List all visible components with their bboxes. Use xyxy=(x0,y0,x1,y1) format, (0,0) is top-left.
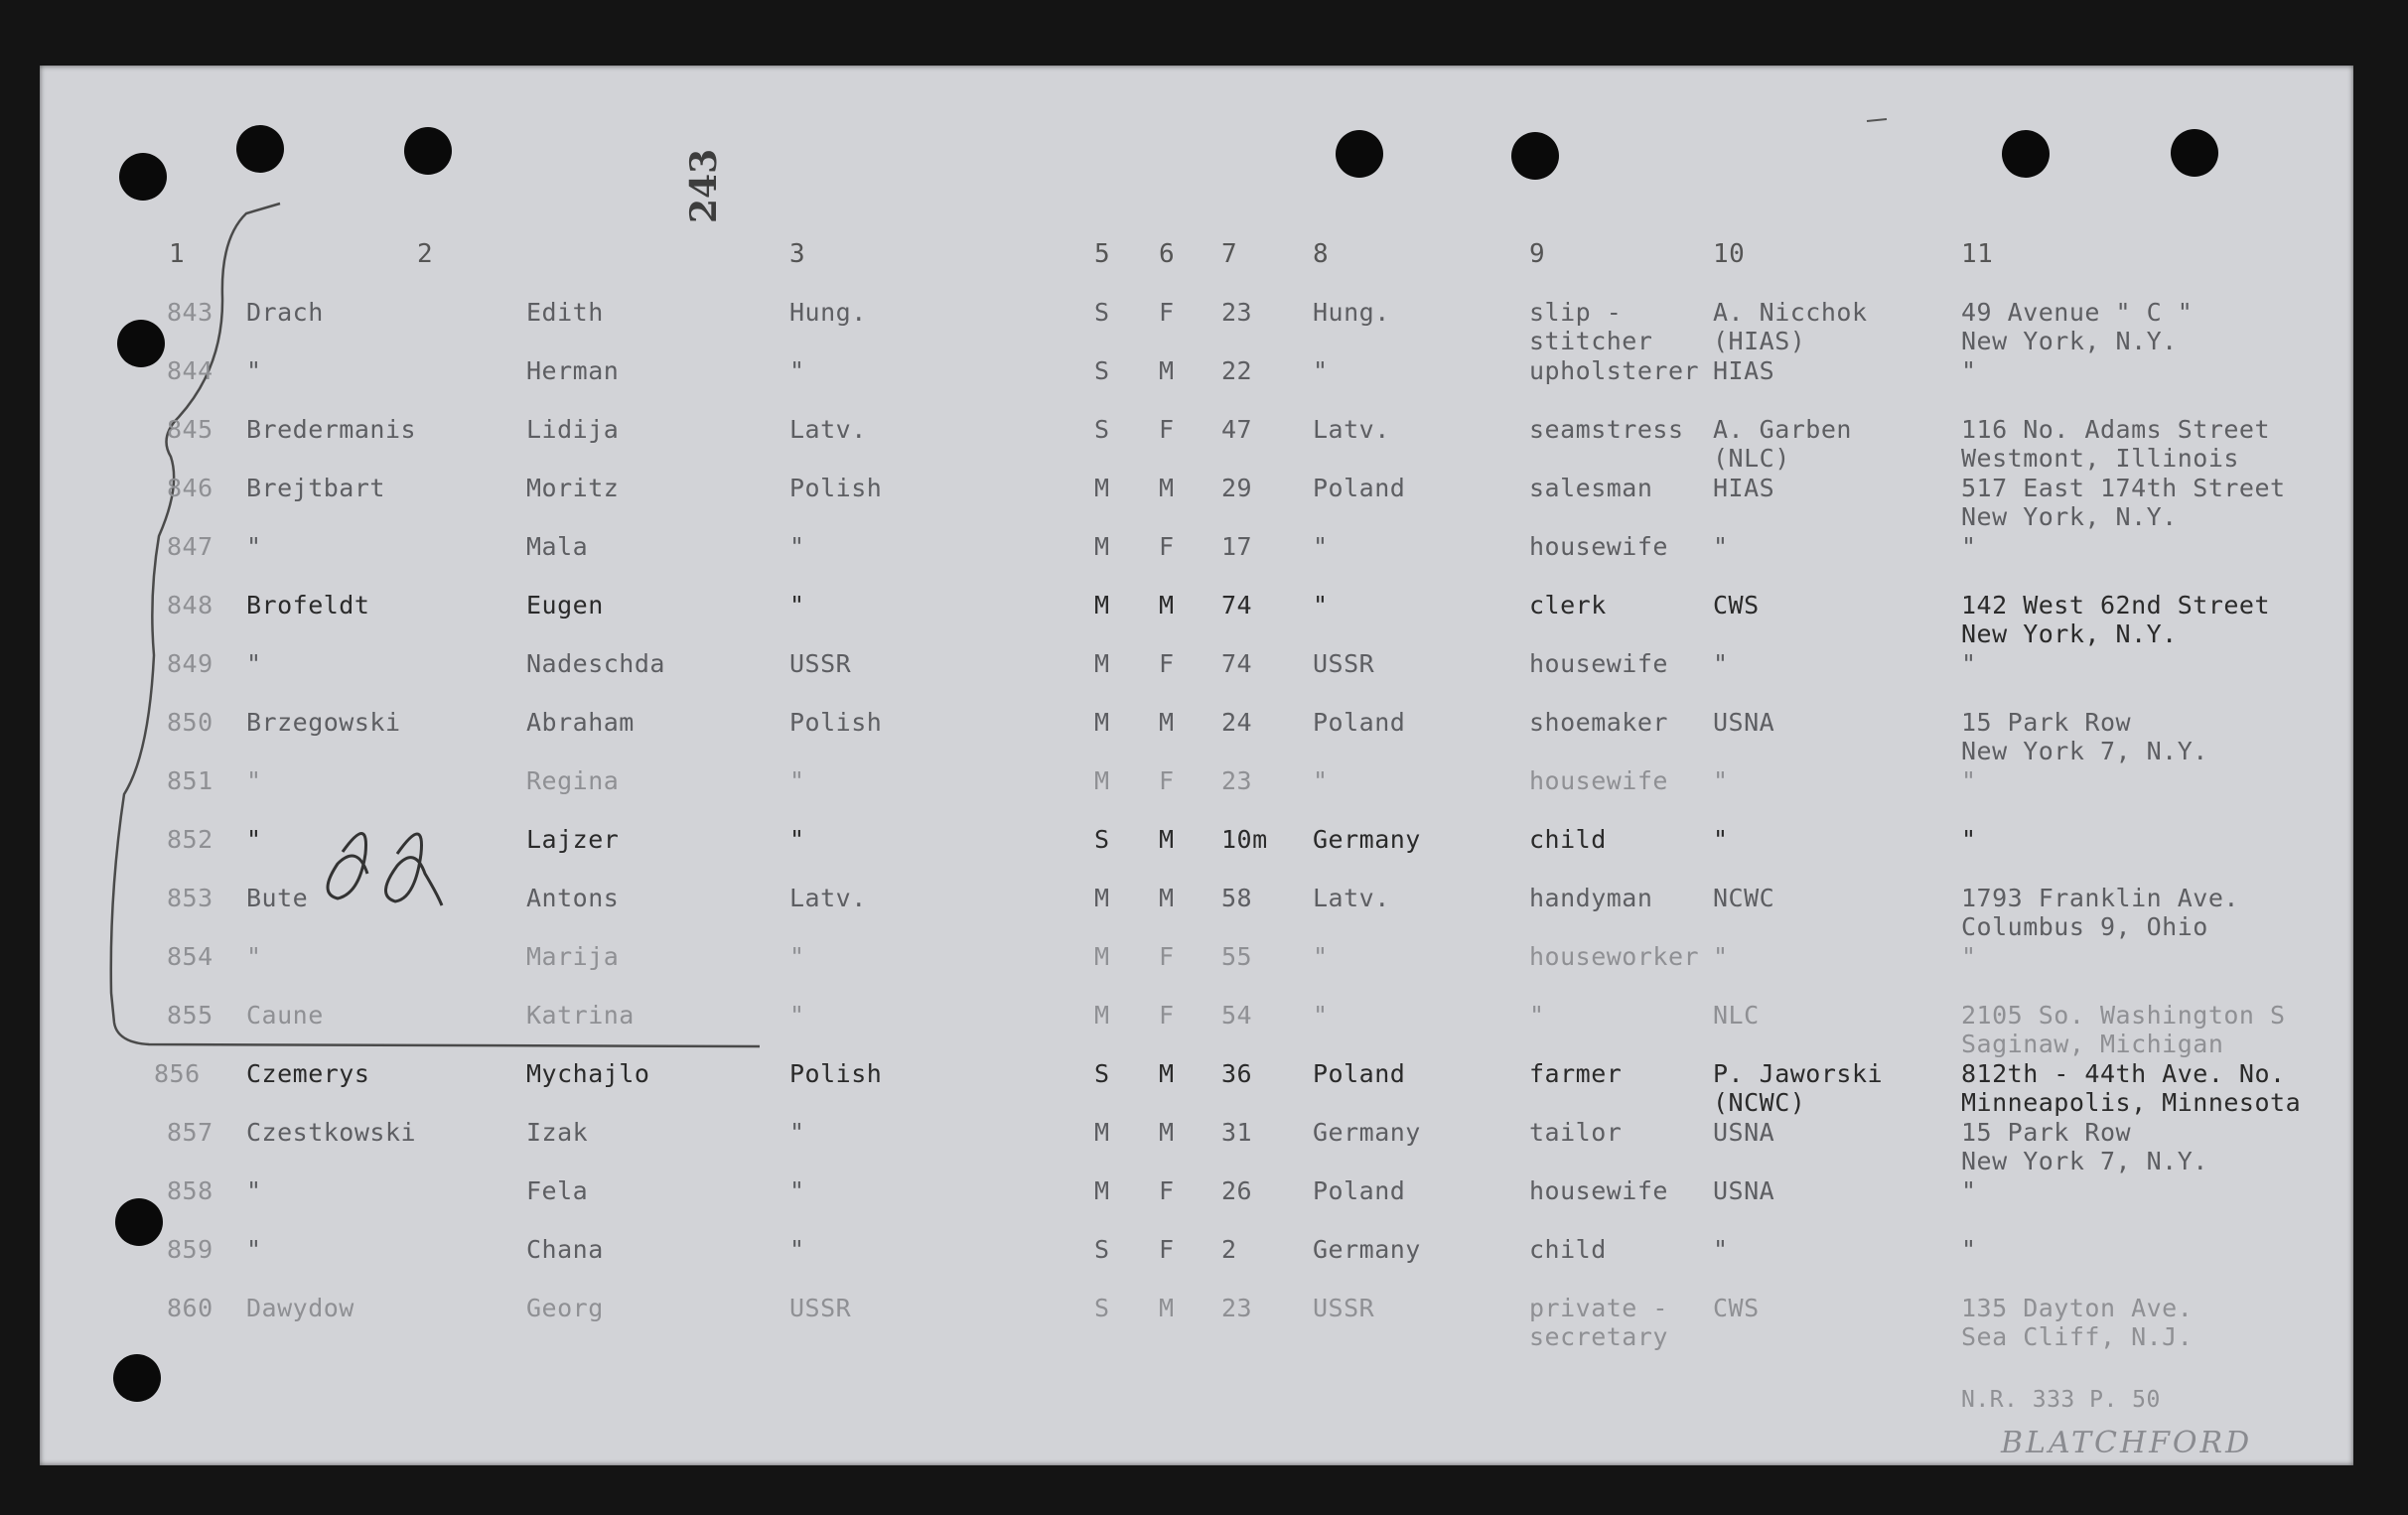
signature: BLATCHFORD xyxy=(2001,1426,2253,1460)
column-header: 3 xyxy=(789,239,806,269)
cell-address: " xyxy=(1961,649,1977,678)
cell-no: 843 xyxy=(167,298,213,327)
cell-age: 54 xyxy=(1221,1001,1253,1030)
cell-address: 2105 So. Washington S Saginaw, Michigan xyxy=(1961,1001,2286,1058)
cell-age: 17 xyxy=(1221,532,1253,561)
cell-given: Moritz xyxy=(526,474,620,502)
cell-sex: M xyxy=(1159,356,1175,385)
cell-sex: M xyxy=(1159,825,1175,854)
cell-address: 15 Park Row New York 7, N.Y. xyxy=(1961,1118,2208,1175)
cell-born: " xyxy=(1313,532,1329,561)
cell-agency: USNA xyxy=(1713,1118,1775,1147)
cell-no: 850 xyxy=(167,708,213,737)
cell-surname: Drach xyxy=(246,298,324,327)
cell-occ: clerk xyxy=(1529,591,1607,620)
cell-sex: F xyxy=(1159,1235,1175,1264)
cell-no: 844 xyxy=(167,356,213,385)
cell-given: Abraham xyxy=(526,708,635,737)
cell-nat: " xyxy=(789,1001,805,1030)
cell-agency: HIAS xyxy=(1713,356,1775,385)
cell-surname: Bute xyxy=(246,884,309,912)
cell-age: 23 xyxy=(1221,1294,1253,1322)
cell-sex: F xyxy=(1159,649,1175,678)
cell-no: 845 xyxy=(167,415,213,444)
cell-born: Germany xyxy=(1313,825,1421,854)
cell-nat: " xyxy=(789,942,805,971)
cell-sex: M xyxy=(1159,1294,1175,1322)
cell-occ: shoemaker xyxy=(1529,708,1668,737)
cell-sex: M xyxy=(1159,591,1175,620)
cell-age: 29 xyxy=(1221,474,1253,502)
cell-occ: housewife xyxy=(1529,649,1668,678)
cell-no: 856 xyxy=(154,1059,201,1088)
stamp-number: 243 xyxy=(683,148,725,223)
cell-surname: Bredermanis xyxy=(246,415,417,444)
cell-occ: child xyxy=(1529,825,1607,854)
cell-sex: M xyxy=(1159,1118,1175,1147)
cell-address: 49 Avenue " C " New York, N.Y. xyxy=(1961,298,2194,355)
cell-agency: " xyxy=(1713,942,1729,971)
cell-occ: housewife xyxy=(1529,1176,1668,1205)
cell-age: 36 xyxy=(1221,1059,1253,1088)
cell-no: 847 xyxy=(167,532,213,561)
cell-age: 31 xyxy=(1221,1118,1253,1147)
cell-given: Izak xyxy=(526,1118,589,1147)
column-header: 5 xyxy=(1094,239,1111,269)
cell-address: 812th - 44th Ave. No. Minneapolis, Minnesota xyxy=(1961,1059,2302,1117)
cell-surname: " xyxy=(246,649,262,678)
cell-born: Hung. xyxy=(1313,298,1390,327)
footer-reference: N.R. 333 P. 50 xyxy=(1961,1387,2161,1413)
cell-no: 849 xyxy=(167,649,213,678)
cell-surname: " xyxy=(246,766,262,795)
cell-nat: " xyxy=(789,532,805,561)
cell-born: " xyxy=(1313,1001,1329,1030)
cell-nat: USSR xyxy=(789,649,852,678)
cell-given: Marija xyxy=(526,942,620,971)
cell-given: Chana xyxy=(526,1235,604,1264)
cell-address: 15 Park Row New York 7, N.Y. xyxy=(1961,708,2208,765)
cell-address: 135 Dayton Ave. Sea Cliff, N.J. xyxy=(1961,1294,2194,1351)
cell-no: 848 xyxy=(167,591,213,620)
cell-ms: S xyxy=(1094,1059,1110,1088)
cell-no: 855 xyxy=(167,1001,213,1030)
cell-agency: A. Garben (NLC) xyxy=(1713,415,1852,473)
cell-agency: P. Jaworski (NCWC) xyxy=(1713,1059,1884,1117)
cell-no: 857 xyxy=(167,1118,213,1147)
cell-given: Georg xyxy=(526,1294,604,1322)
cell-occ: salesman xyxy=(1529,474,1653,502)
cell-agency: " xyxy=(1713,825,1729,854)
cell-age: 55 xyxy=(1221,942,1253,971)
cell-occ: housewife xyxy=(1529,766,1668,795)
cell-given: Katrina xyxy=(526,1001,635,1030)
cell-born: USSR xyxy=(1313,649,1375,678)
column-header: 10 xyxy=(1713,239,1746,269)
cell-agency: NCWC xyxy=(1713,884,1775,912)
cell-address: 517 East 174th Street New York, N.Y. xyxy=(1961,474,2286,531)
cell-sex: F xyxy=(1159,942,1175,971)
cell-sex: F xyxy=(1159,1176,1175,1205)
cell-agency: CWS xyxy=(1713,591,1760,620)
column-header: 9 xyxy=(1529,239,1546,269)
cell-ms: M xyxy=(1094,1176,1110,1205)
cell-ms: M xyxy=(1094,649,1110,678)
cell-nat: Hung. xyxy=(789,298,867,327)
cell-occ: child xyxy=(1529,1235,1607,1264)
cell-ms: S xyxy=(1094,825,1110,854)
cell-nat: " xyxy=(789,591,805,620)
cell-agency: " xyxy=(1713,766,1729,795)
cell-sex: F xyxy=(1159,532,1175,561)
cell-given: Regina xyxy=(526,766,620,795)
cell-address: " xyxy=(1961,1176,1977,1205)
cell-age: 26 xyxy=(1221,1176,1253,1205)
cell-occ: private - secretary xyxy=(1529,1294,1668,1351)
cell-occ: upholsterer xyxy=(1529,356,1700,385)
cell-given: Mychajlo xyxy=(526,1059,650,1088)
cell-age: 47 xyxy=(1221,415,1253,444)
cell-given: Edith xyxy=(526,298,604,327)
cell-given: Nadeschda xyxy=(526,649,665,678)
cell-surname: " xyxy=(246,1235,262,1264)
cell-no: 859 xyxy=(167,1235,213,1264)
cell-age: 58 xyxy=(1221,884,1253,912)
cell-agency: USNA xyxy=(1713,1176,1775,1205)
cell-address: " xyxy=(1961,942,1977,971)
cell-given: Eugen xyxy=(526,591,604,620)
cell-ms: S xyxy=(1094,1235,1110,1264)
cell-no: 854 xyxy=(167,942,213,971)
cell-born: Latv. xyxy=(1313,884,1390,912)
cell-born: Poland xyxy=(1313,708,1406,737)
column-header: 2 xyxy=(417,239,434,269)
cell-agency: NLC xyxy=(1713,1001,1760,1030)
cell-agency: " xyxy=(1713,532,1729,561)
column-header: 6 xyxy=(1159,239,1176,269)
cell-born: Poland xyxy=(1313,1059,1406,1088)
cell-born: Poland xyxy=(1313,474,1406,502)
cell-nat: " xyxy=(789,1235,805,1264)
cell-address: " xyxy=(1961,356,1977,385)
cell-address: 142 West 62nd Street New York, N.Y. xyxy=(1961,591,2271,648)
cell-born: " xyxy=(1313,591,1329,620)
cell-address: 1793 Franklin Ave. Columbus 9, Ohio xyxy=(1961,884,2239,941)
cell-nat: USSR xyxy=(789,1294,852,1322)
cell-ms: M xyxy=(1094,708,1110,737)
column-header: 11 xyxy=(1961,239,1994,269)
cell-age: 23 xyxy=(1221,766,1253,795)
cell-sex: M xyxy=(1159,708,1175,737)
cell-ms: M xyxy=(1094,766,1110,795)
cell-born: " xyxy=(1313,356,1329,385)
cell-agency: A. Nicchok (HIAS) xyxy=(1713,298,1868,355)
cell-born: " xyxy=(1313,766,1329,795)
cell-ms: M xyxy=(1094,884,1110,912)
cell-age: 10m xyxy=(1221,825,1268,854)
cell-ms: M xyxy=(1094,591,1110,620)
cell-age: 24 xyxy=(1221,708,1253,737)
cell-agency: HIAS xyxy=(1713,474,1775,502)
cell-surname: Brejtbart xyxy=(246,474,385,502)
column-header: 8 xyxy=(1313,239,1330,269)
cell-occ: housewife xyxy=(1529,532,1668,561)
cell-nat: Latv. xyxy=(789,884,867,912)
cell-age: 22 xyxy=(1221,356,1253,385)
cell-address: " xyxy=(1961,1235,1977,1264)
cell-age: 23 xyxy=(1221,298,1253,327)
cell-nat: " xyxy=(789,766,805,795)
cell-no: 846 xyxy=(167,474,213,502)
cell-sex: F xyxy=(1159,1001,1175,1030)
cell-ms: S xyxy=(1094,1294,1110,1322)
cell-surname: Caune xyxy=(246,1001,324,1030)
cell-nat: " xyxy=(789,825,805,854)
cell-address: " xyxy=(1961,532,1977,561)
cell-sex: M xyxy=(1159,474,1175,502)
cell-surname: " xyxy=(246,825,262,854)
cell-age: 74 xyxy=(1221,649,1253,678)
cell-sex: F xyxy=(1159,415,1175,444)
cell-nat: Polish xyxy=(789,708,883,737)
cell-born: Poland xyxy=(1313,1176,1406,1205)
cell-address: 116 No. Adams Street Westmont, Illinois xyxy=(1961,415,2271,473)
cell-given: Antons xyxy=(526,884,620,912)
cell-ms: M xyxy=(1094,942,1110,971)
cell-no: 852 xyxy=(167,825,213,854)
cell-occ: tailor xyxy=(1529,1118,1623,1147)
cell-given: Herman xyxy=(526,356,620,385)
cell-no: 851 xyxy=(167,766,213,795)
cell-nat: " xyxy=(789,1176,805,1205)
cell-nat: Latv. xyxy=(789,415,867,444)
cell-surname: Dawydow xyxy=(246,1294,354,1322)
cell-surname: Czestkowski xyxy=(246,1118,417,1147)
cell-agency: CWS xyxy=(1713,1294,1760,1322)
cell-occ: " xyxy=(1529,1001,1545,1030)
cell-surname: Czemerys xyxy=(246,1059,370,1088)
cell-occ: seamstress xyxy=(1529,415,1684,444)
cell-occ: farmer xyxy=(1529,1059,1623,1088)
cell-ms: S xyxy=(1094,298,1110,327)
cell-no: 858 xyxy=(167,1176,213,1205)
cell-surname: " xyxy=(246,1176,262,1205)
column-header: 7 xyxy=(1221,239,1238,269)
cell-sex: M xyxy=(1159,1059,1175,1088)
column-header: 1 xyxy=(169,239,186,269)
cell-surname: Brzegowski xyxy=(246,708,401,737)
cell-born: Latv. xyxy=(1313,415,1390,444)
cell-no: 853 xyxy=(167,884,213,912)
cell-surname: " xyxy=(246,942,262,971)
cell-nat: " xyxy=(789,356,805,385)
cell-agency: " xyxy=(1713,649,1729,678)
cell-sex: F xyxy=(1159,298,1175,327)
cell-ms: S xyxy=(1094,356,1110,385)
cell-address: " xyxy=(1961,825,1977,854)
cell-born: " xyxy=(1313,942,1329,971)
cell-given: Mala xyxy=(526,532,589,561)
cell-occ: handyman xyxy=(1529,884,1653,912)
cell-surname: " xyxy=(246,532,262,561)
cell-surname: Brofeldt xyxy=(246,591,370,620)
cell-born: Germany xyxy=(1313,1235,1421,1264)
cell-agency: " xyxy=(1713,1235,1729,1264)
cell-ms: M xyxy=(1094,1118,1110,1147)
cell-sex: F xyxy=(1159,766,1175,795)
cell-ms: M xyxy=(1094,532,1110,561)
cell-surname: " xyxy=(246,356,262,385)
cell-age: 74 xyxy=(1221,591,1253,620)
cell-agency: USNA xyxy=(1713,708,1775,737)
cell-no: 860 xyxy=(167,1294,213,1322)
cell-given: Lajzer xyxy=(526,825,620,854)
cell-born: Germany xyxy=(1313,1118,1421,1147)
cell-given: Lidija xyxy=(526,415,620,444)
cell-address: " xyxy=(1961,766,1977,795)
cell-ms: S xyxy=(1094,415,1110,444)
cell-given: Fela xyxy=(526,1176,589,1205)
cell-nat: Polish xyxy=(789,1059,883,1088)
cell-occ: slip - stitcher xyxy=(1529,298,1653,355)
cell-sex: M xyxy=(1159,884,1175,912)
cell-age: 2 xyxy=(1221,1235,1237,1264)
cell-ms: M xyxy=(1094,474,1110,502)
cell-ms: M xyxy=(1094,1001,1110,1030)
cell-born: USSR xyxy=(1313,1294,1375,1322)
cell-nat: " xyxy=(789,1118,805,1147)
cell-occ: houseworker xyxy=(1529,942,1700,971)
cell-nat: Polish xyxy=(789,474,883,502)
